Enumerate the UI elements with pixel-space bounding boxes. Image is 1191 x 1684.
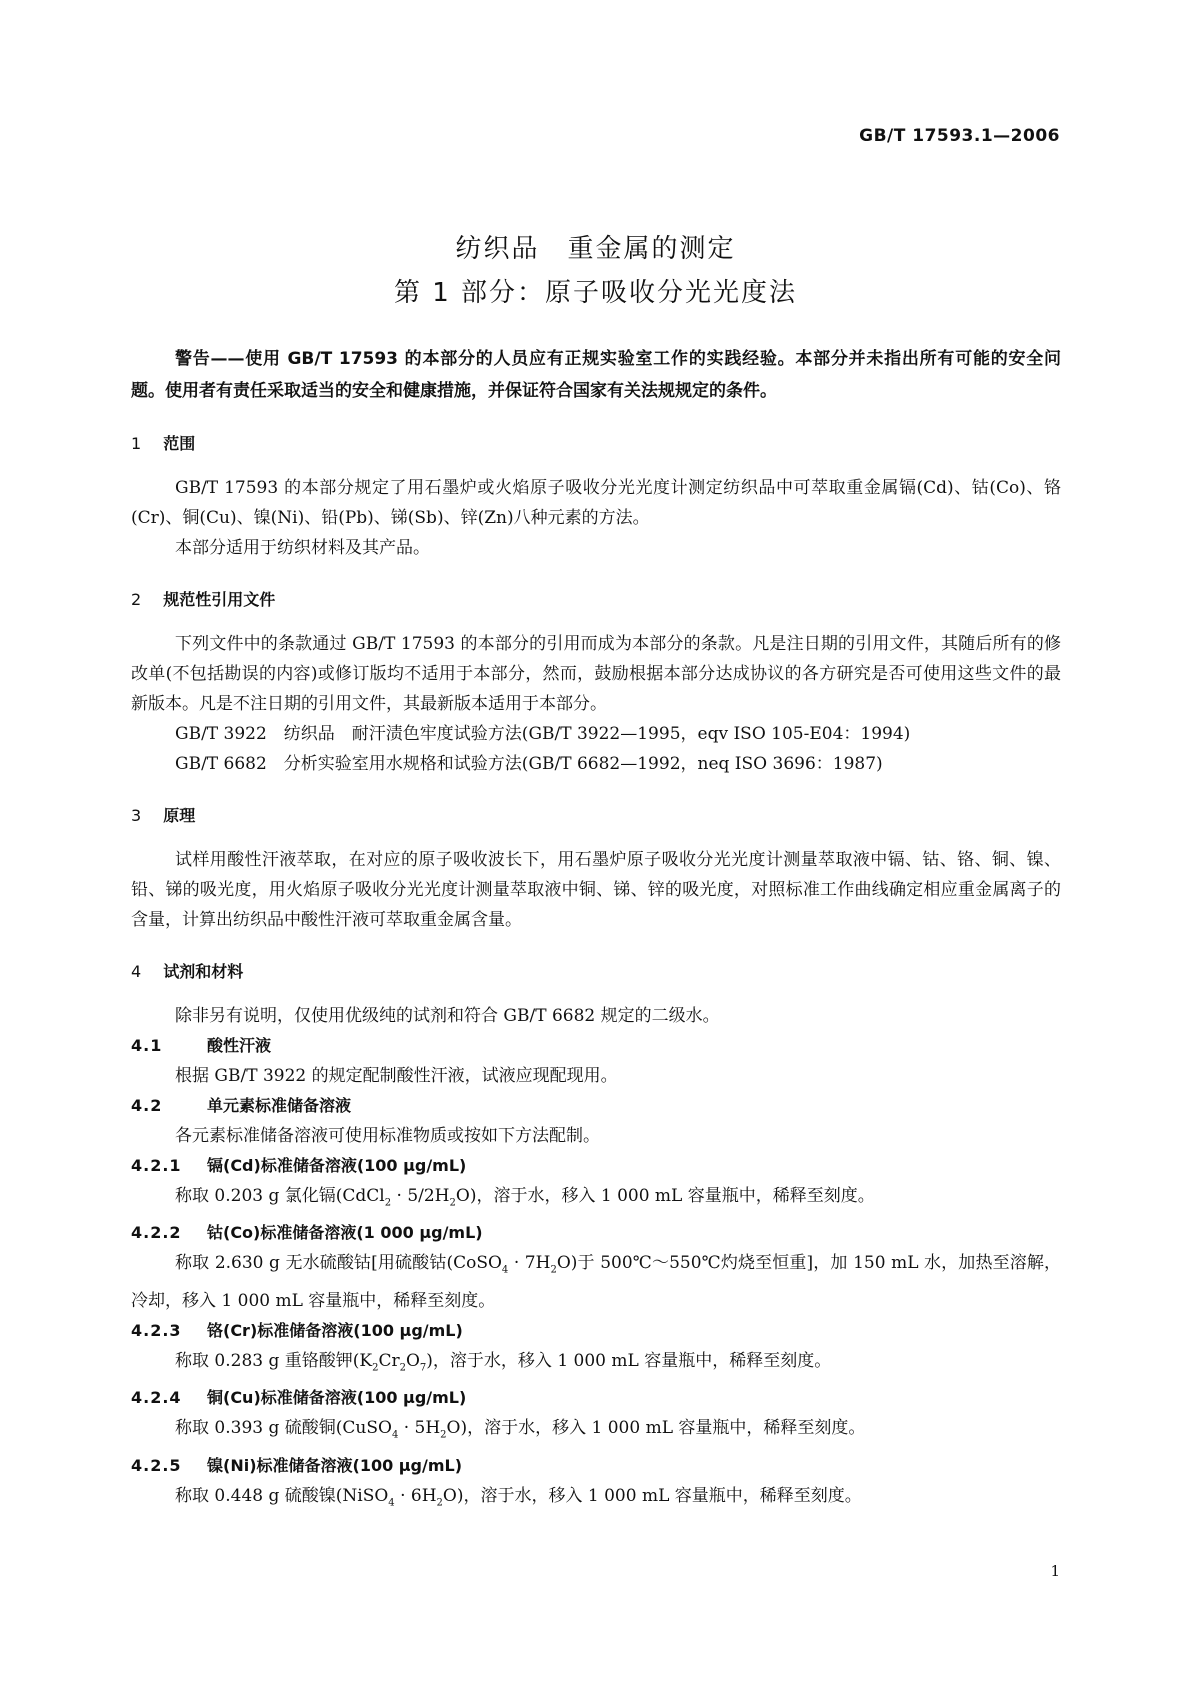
subsection-number: 4.1 [131,1036,163,1055]
standard-number: GB/T 17593.1—2006 [859,126,1060,146]
normative-reference: GB/T 6682 分析实验室用水规格和试验方法(GB/T 6682—1992，neq ISO 3696：1987) [175,754,883,774]
document-body [131,343,1061,1518]
section-heading-1 [131,429,1061,459]
document-title-line2: 第 1 部分：原子吸收分光光度法 [393,278,798,308]
section-heading-2 [131,585,1061,615]
subsection-title: 单元素标准储备溶液 [207,1096,352,1115]
section-title: 规范性引用文件 [163,590,276,609]
subsection-heading-4-2-1 [131,1151,1061,1181]
subsection-number: 4.2 [131,1096,163,1115]
section-number: 1 [131,434,142,453]
page-number: 1 [1050,1562,1060,1580]
procedure-text: 称取 0.448 g 硫酸镍(NiSO$_4$ · $6H_2O$)，溶于水，移入 1 000 mL 容量瓶中，稀释至刻度。 [175,1485,862,1508]
paragraph: 本部分适用于纺织材料及其产品。 [175,538,430,558]
section-title: 试剂和材料 [163,962,244,981]
subsection-title: 镉(Cd)标准储备溶液(100 μg/mL) [207,1156,467,1175]
subsection-number: 4.2.1 [131,1156,182,1175]
paragraph: GB/T 17593 的本部分规定了用石墨炉或火焰原子吸收分光光度计测定纺织品中可萃取重金属镉(Cd)、钴(Co)、铬(Cr)、铜(Cu)、镍(Ni)、铅(Pb)、锑(Sb)、锌(Zn)八种元素的方法。 [131,478,1061,528]
normative-reference: GB/T 3922 纺织品 耐汗渍色牢度试验方法(GB/T 3922—1995，eqv ISO 105-E04：1994) [175,724,911,744]
procedure-text: 称取 2.630 g 无水硫酸钴[用硫酸钴(CoSO$_4$ · $7H_2O$)于 500℃～550℃灼烧至恒重]，加 150 mL 水，加热至溶解，冷却，移入 1 000 mL 容量瓶中，稀释至刻度。 [131,1253,1061,1311]
subsection-title: 铬(Cr)标准储备溶液(100 μg/mL) [207,1320,463,1340]
section-title: 原理 [163,806,196,825]
subsection-title: 铜(Cu)标准储备溶液(100 μg/mL) [207,1388,467,1408]
paragraph: 除非另有说明，仅使用优级纯的试剂和符合 GB/T 6682 规定的二级水。 [175,1006,720,1026]
subsection-heading-4-1 [131,1031,1061,1061]
section-title: 范围 [163,434,196,453]
section-heading-4 [131,957,1061,987]
subsection-heading-4-2-3 [131,1316,1061,1346]
paragraph: 各元素标准储备溶液可使用标准物质或按如下方法配制。 [175,1126,600,1146]
subsection-heading-4-2 [131,1091,1061,1121]
subsection-number: 4.2.5 [131,1455,182,1475]
subsection-title: 钴(Co)标准储备溶液(1 000 μg/mL) [207,1223,483,1243]
section-heading-3 [131,801,1061,831]
section-number: 2 [131,590,142,609]
paragraph: 根据 GB/T 3922 的规定配制酸性汗液，试液应现配现用。 [175,1066,618,1086]
document-title-line1: 纺织品 重金属的测定 [455,234,736,264]
subsection-heading-4-2-4 [131,1383,1061,1413]
subsection-title: 镍(Ni)标准储备溶液(100 μg/mL) [207,1455,463,1475]
warning-paragraph: 警告——使用 GB/T 17593 的本部分的人员应有正规实验室工作的实践经验。本部分并未指出所有可能的安全问题。使用者有责任采取适当的安全和健康措施，并保证符合国家有关法规规定的条件。 [131,349,1061,401]
procedure-text: 称取 0.283 g 重铬酸钾$(K_2Cr_2O_7)$，溶于水，移入 1 000 mL 容量瓶中，稀释至刻度。 [175,1350,832,1374]
paragraph: 试样用酸性汗液萃取，在对应的原子吸收波长下，用石墨炉原子吸收分光光度计测量萃取液中镉、钴、铬、铜、镍、铅、锑的吸光度，用火焰原子吸收分光光度计测量萃取液中铜、锑、锌的吸光度，对照标准工作曲线确定相应重金属离子的含量，计算出纺织品中酸性汗液可萃取重金属含量。 [131,850,1061,930]
subsection-heading-4-2-5 [131,1451,1061,1481]
procedure-text: 称取 0.393 g 硫酸铜(CuSO$_4$ · $5H_2O$)，溶于水，移入 1 000 mL 容量瓶中，稀释至刻度。 [175,1418,866,1441]
subsection-number: 4.2.4 [131,1388,182,1408]
subsection-number: 4.2.2 [131,1223,182,1243]
subsection-number: 4.2.3 [131,1320,182,1340]
subsection-title: 酸性汗液 [207,1036,272,1055]
subsection-heading-4-2-2 [131,1218,1061,1248]
section-number: 4 [131,962,142,981]
paragraph: 下列文件中的条款通过 GB/T 17593 的本部分的引用而成为本部分的条款。凡是注日期的引用文件，其随后所有的修改单(不包括勘误的内容)或修订版均不适用于本部分，然而，鼓励根据本部分达成协议的各方研究是否可使用这些文件的最新版本。凡是不注日期的引用文件，其最新版本适用于本部分。 [131,634,1061,714]
section-number: 3 [131,806,142,825]
procedure-text: 称取 0.203 g 氯化镉(CdCl$_2$ · $5/2H_2O$)，溶于水，移入 1 000 mL 容量瓶中，稀释至刻度。 [175,1186,875,1209]
